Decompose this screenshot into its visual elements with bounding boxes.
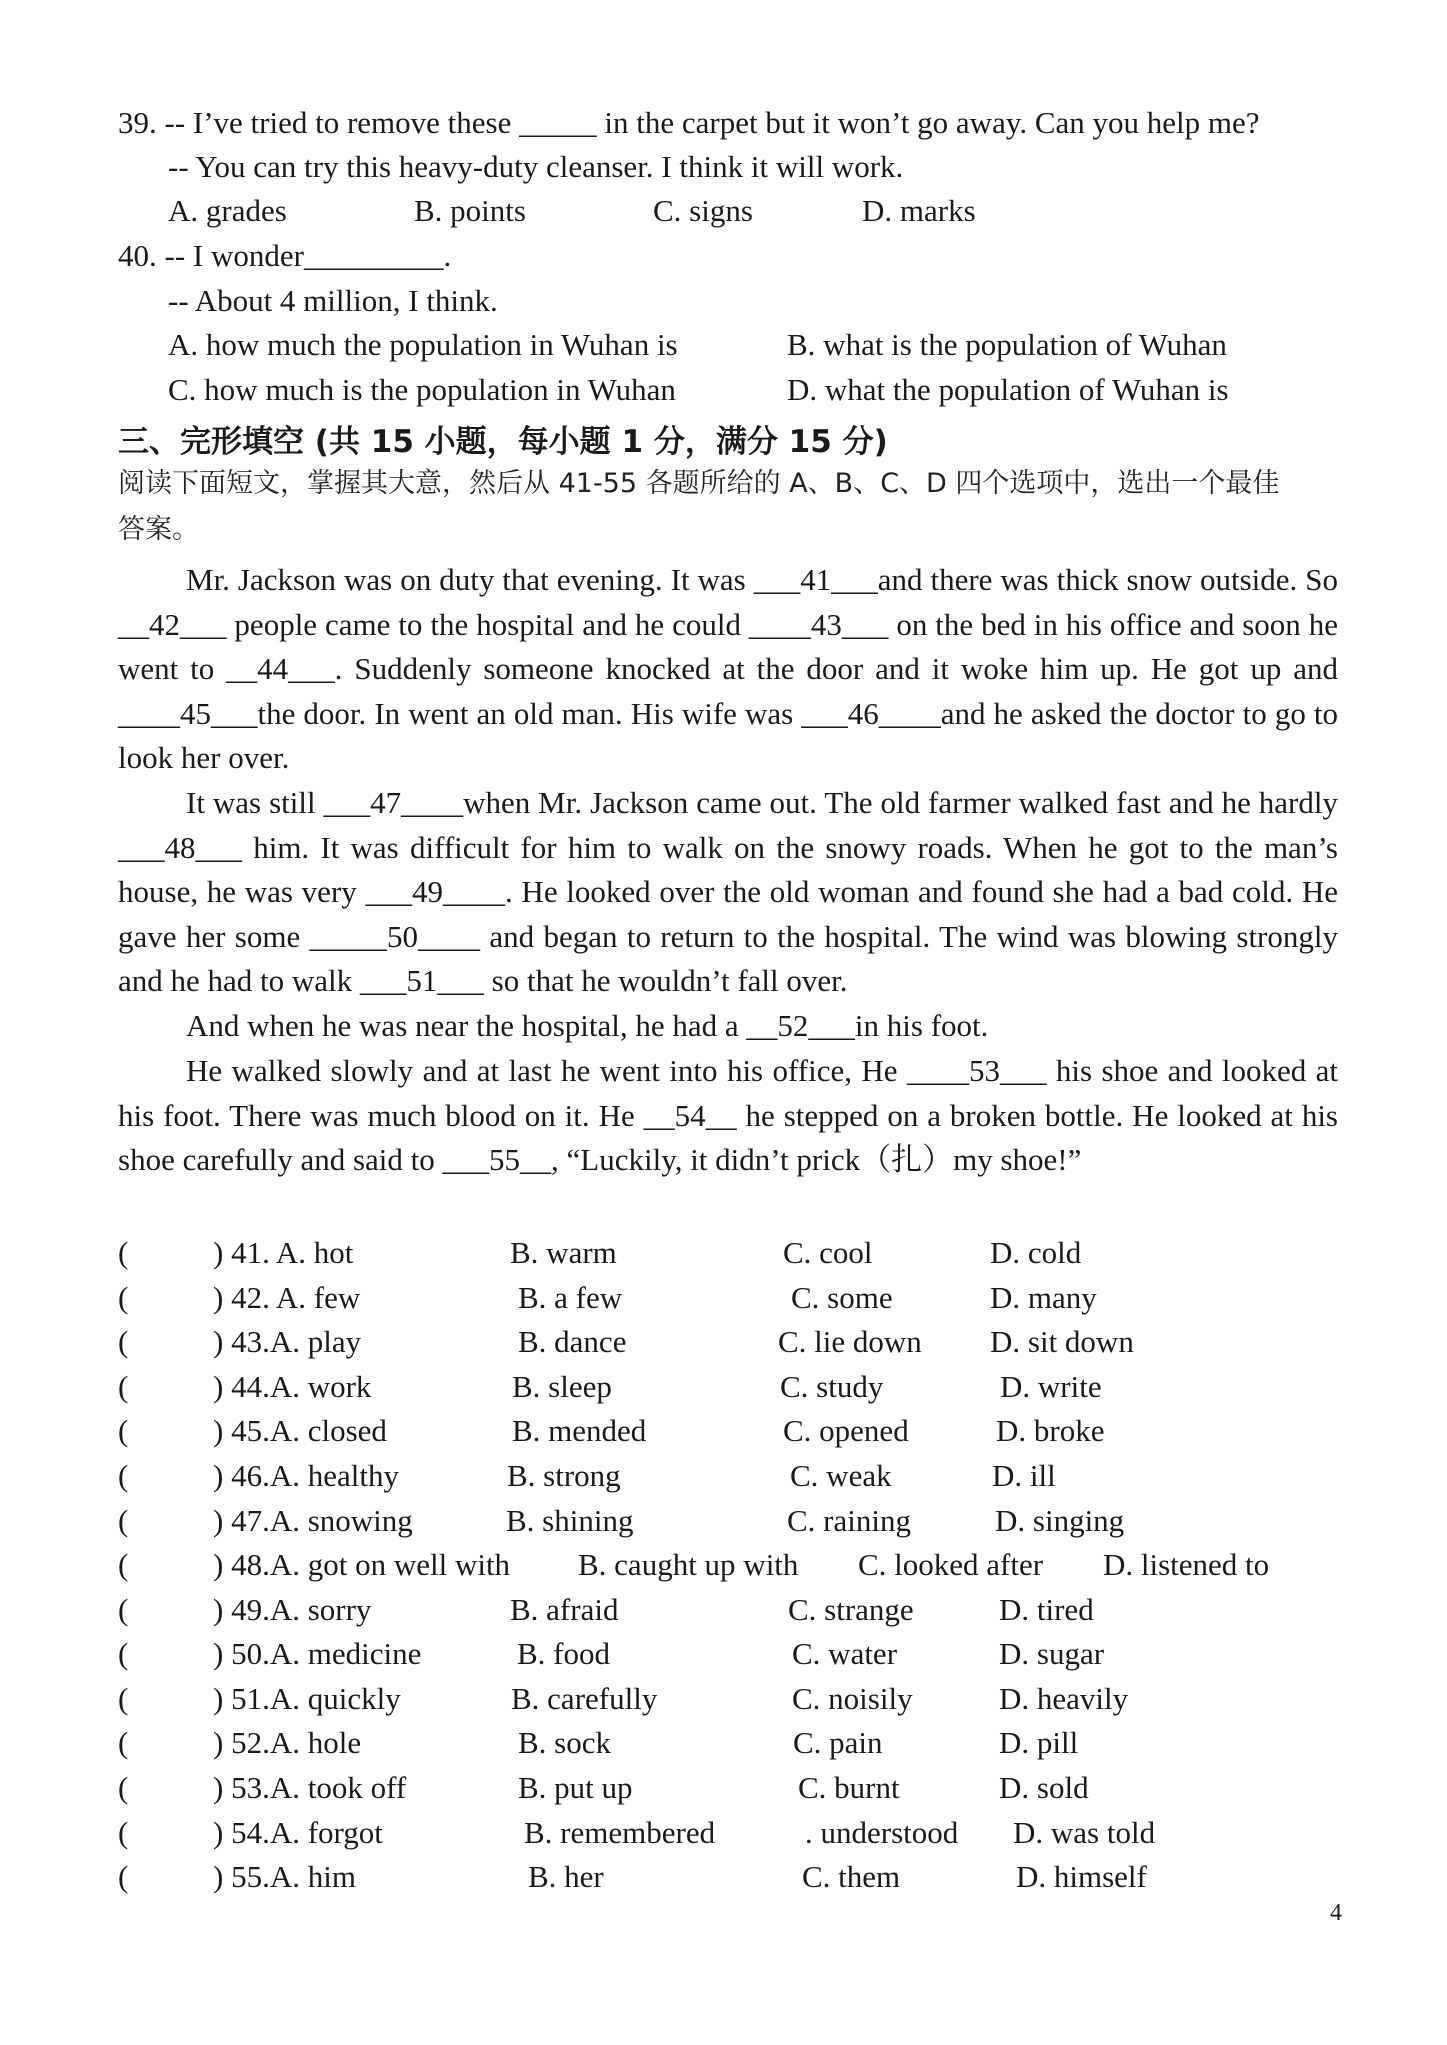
option-a: ) 45.A. closed [213,1413,387,1448]
option-row [118,1456,1358,1496]
option-row [118,1322,1358,1362]
q39-option-c: C. signs [653,193,753,228]
option-d: D. singing [995,1503,1125,1538]
option-a: ) 48.A. got on well with [213,1547,511,1582]
option-b: B. strong [507,1458,621,1493]
option-row [118,1501,1358,1541]
q39-stem: 39. -- I’ve tried to remove these _____ in the carpet but it won’t go away. Can you help me? [118,105,1260,140]
option-b: B. food [517,1636,610,1671]
option-c: C. pain [793,1725,883,1760]
option-a: ) 54.A. forgot [213,1815,383,1850]
passage-paragraph-4: He walked slowly and at last he went into his office, He ____53___ his shoe and looked at his foot. There was much blood on it. He __54__ he stepped on a broken bottle. He looked at his shoe carefully and said to ___55__, “Luckily, it didn’t prick（扎）my shoe!” [118,1053,1338,1178]
option-c: C. strange [788,1592,914,1627]
answer-paren: ( [118,1324,129,1359]
option-c: . understood [805,1815,959,1850]
option-a: ) 49.A. sorry [213,1592,372,1627]
option-c: C. them [802,1859,901,1894]
option-b: B. dance [518,1324,627,1359]
option-d: D. himself [1016,1859,1147,1894]
option-row [118,1278,1358,1318]
option-c: C. weak [790,1458,892,1493]
option-d: D. was told [1013,1815,1156,1850]
option-b: B. her [528,1859,604,1894]
option-b: B. sleep [512,1369,612,1404]
option-d: D. tired [999,1592,1094,1627]
option-row [118,1634,1358,1674]
q39-reply: -- You can try this heavy-duty cleanser. I think it will work. [168,149,904,184]
option-d: D. sugar [999,1636,1105,1671]
option-row [118,1590,1358,1630]
option-a: ) 51.A. quickly [213,1681,401,1716]
option-a: ) 44.A. work [213,1369,372,1404]
option-c: C. water [792,1636,898,1671]
answer-paren: ( [118,1235,129,1270]
option-c: C. looked after [858,1547,1044,1582]
option-d: D. listened to [1103,1547,1270,1582]
option-b: B. mended [512,1413,647,1448]
answer-paren: ( [118,1725,129,1760]
answer-paren: ( [118,1636,129,1671]
option-a: ) 42. A. few [213,1280,361,1315]
option-a: ) 41. A. hot [213,1235,354,1270]
q39-option-b: B. points [414,193,526,228]
option-c: C. raining [787,1503,911,1538]
answer-paren: ( [118,1503,129,1538]
option-a: ) 55.A. him [213,1859,356,1894]
option-a: ) 52.A. hole [213,1725,362,1760]
option-a: ) 47.A. snowing [213,1503,413,1538]
option-row [118,1857,1358,1897]
option-row [118,1545,1358,1585]
q40-option-a: A. how much the population in Wuhan is [168,327,678,362]
q40-stem: 40. -- I wonder_________. [118,238,452,273]
option-c: C. study [780,1369,884,1404]
option-a: ) 53.A. took off [213,1770,407,1805]
option-row [118,1813,1358,1853]
option-b: B. caught up with [578,1547,799,1582]
option-row [118,1768,1358,1808]
option-row [118,1679,1358,1719]
option-c: C. opened [783,1413,909,1448]
answer-paren: ( [118,1280,129,1315]
answer-paren: ( [118,1770,129,1805]
answer-paren: ( [118,1681,129,1716]
option-d: D. pill [999,1725,1079,1760]
option-b: B. remembered [524,1815,716,1850]
option-d: D. broke [996,1413,1105,1448]
q40-option-b: B. what is the population of Wuhan [787,327,1227,362]
option-d: D. sit down [990,1324,1134,1359]
answer-paren: ( [118,1369,129,1404]
option-d: D. write [1000,1369,1102,1404]
option-b: B. a few [518,1280,623,1315]
option-b: B. shining [506,1503,634,1538]
option-c: C. burnt [798,1770,900,1805]
answer-paren: ( [118,1859,129,1894]
section-title: 三、完形填空 (共 15 小题，每小题 1 分，满分 15 分) [118,424,888,460]
option-c: C. some [791,1280,893,1315]
option-b: B. warm [510,1235,617,1270]
option-d: D. many [990,1280,1097,1315]
q39-option-d: D. marks [862,193,976,228]
option-c: C. cool [783,1235,873,1270]
q40-option-d: D. what the population of Wuhan is [787,372,1229,407]
option-b: B. afraid [510,1592,619,1627]
option-a: ) 43.A. play [213,1324,362,1359]
option-c: C. lie down [778,1324,922,1359]
option-d: D. sold [999,1770,1089,1805]
q40-option-c: C. how much is the population in Wuhan [168,372,676,407]
option-b: B. put up [518,1770,633,1805]
answer-paren: ( [118,1547,129,1582]
answer-paren: ( [118,1592,129,1627]
q39-option-a: A. grades [168,193,287,228]
option-c: C. noisily [792,1681,913,1716]
option-d: D. ill [992,1458,1056,1493]
answer-paren: ( [118,1413,129,1448]
passage-paragraph-2: It was still ___47____when Mr. Jackson came out. The old farmer walked fast and he hardly ___48___ him. It was difficult for him to walk on the snowy roads. When he got to the man’s house, he was very ___49____. He looked over the old woman and found she had a bad cold. He gave her some _____50____ and began to return to the hospital. The wind was blowing strongly and he had to walk ___51___ so that he wouldn’t fall over. [118,785,1338,999]
passage-paragraph-3: And when he was near the hospital, he had a __52___in his foot. [186,1008,989,1043]
section-instruction-line1: 阅读下面短文，掌握其大意，然后从 41-55 各题所给的 A、B、C、D 四个选项中，选出一个最佳 [118,468,1280,499]
option-b: B. carefully [511,1681,658,1716]
answer-paren: ( [118,1815,129,1850]
option-row [118,1411,1358,1451]
option-row [118,1367,1358,1407]
option-row [118,1233,1358,1273]
option-a: ) 46.A. healthy [213,1458,399,1493]
answer-paren: ( [118,1458,129,1493]
q40-reply: -- About 4 million, I think. [168,283,498,318]
option-b: B. sock [518,1725,611,1760]
option-a: ) 50.A. medicine [213,1636,422,1671]
option-row [118,1723,1358,1763]
section-instruction-line2: 答案。 [118,514,199,545]
passage-paragraph-1: Mr. Jackson was on duty that evening. It was ___41___and there was thick snow outside. So __42___ people came to the hospital and he could ____43___ on the bed in his office and soon he went to __44___. Suddenly someone knocked at the door and it woke him up. He got up and ____45___the door. In went an old man. His wife was ___46____and he asked the doctor to go to look her over. [118,562,1338,776]
option-d: D. heavily [999,1681,1129,1716]
page-number: 4 [1330,1900,1342,1926]
option-d: D. cold [990,1235,1082,1270]
